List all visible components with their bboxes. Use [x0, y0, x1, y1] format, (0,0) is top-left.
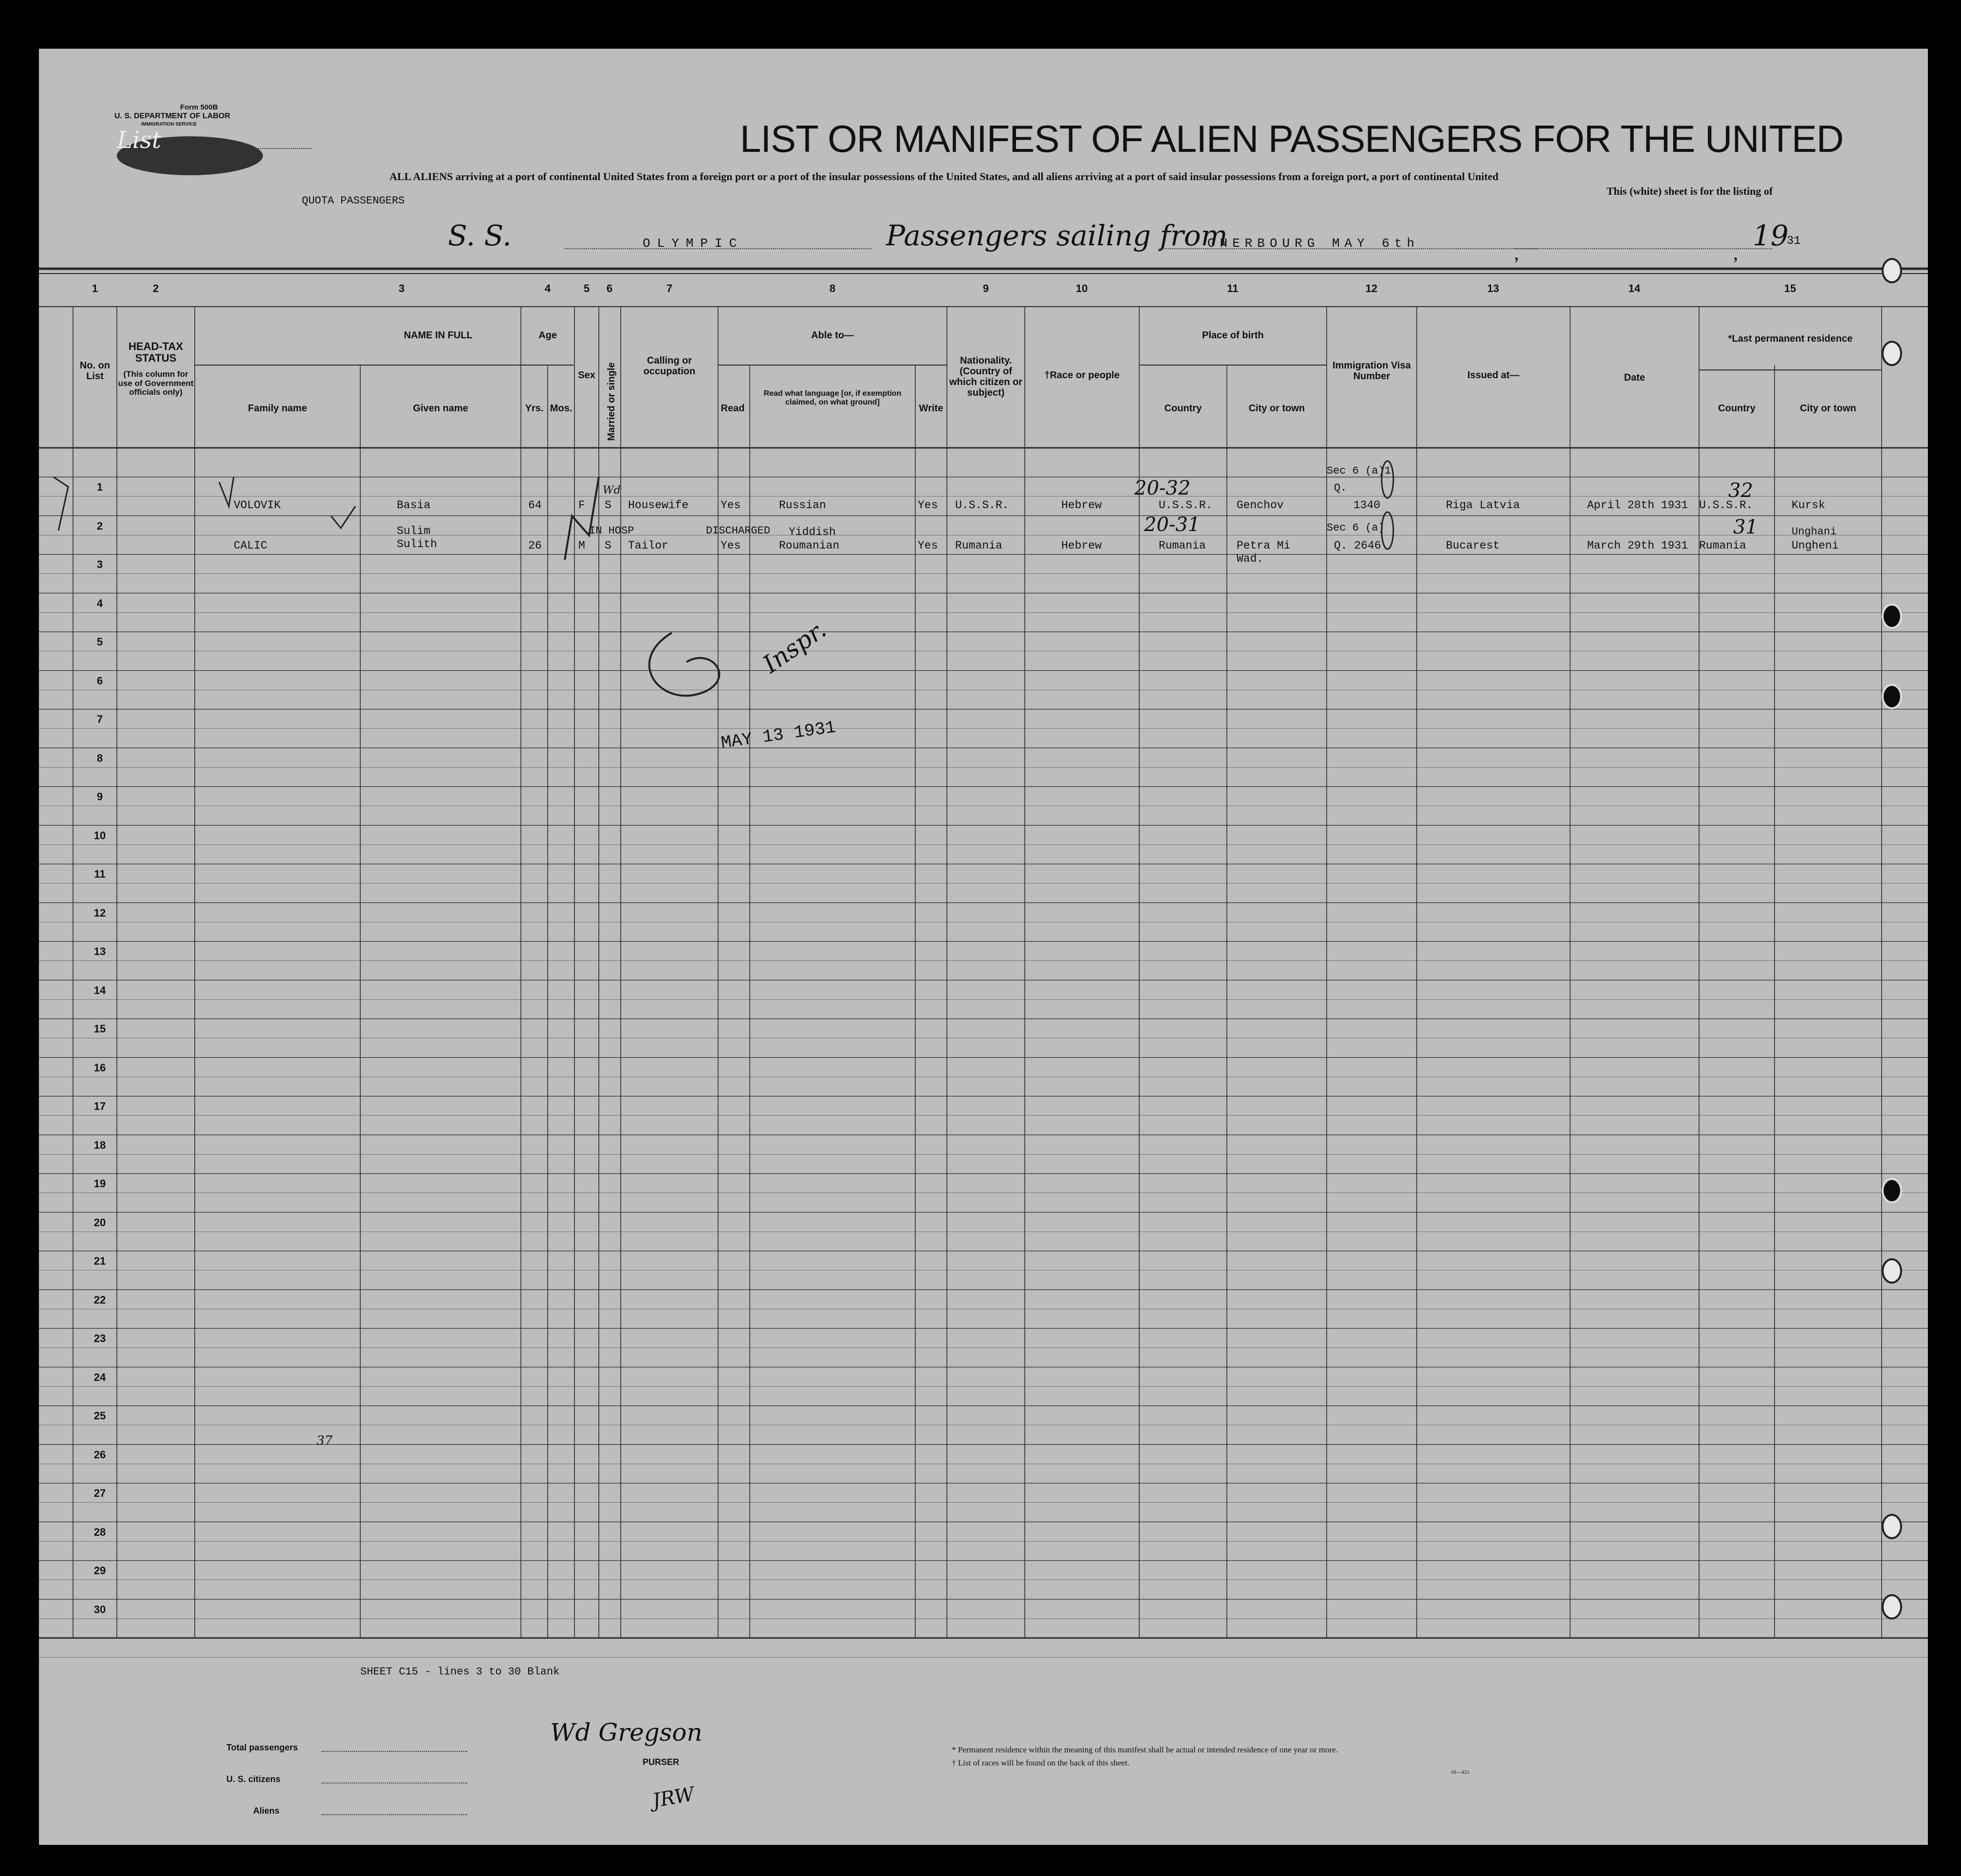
sheet-note: SHEET C15 - lines 3 to 30 Blank — [360, 1666, 560, 1678]
line-number: 23 — [93, 1332, 106, 1344]
row2-given-name: Sulim — [397, 525, 431, 537]
column-number: 15 — [1784, 282, 1796, 294]
line-number: 19 — [93, 1177, 106, 1190]
row2-language-extra: Yiddish — [789, 526, 836, 538]
birth-note-2: 20-31 — [1144, 514, 1201, 536]
department-name: U. S. DEPARTMENT OF LABOR — [114, 112, 230, 120]
row1-write: Yes — [918, 499, 938, 512]
inspector-signature: Inspr. — [758, 615, 832, 679]
row2-res-country: Rumania — [1699, 539, 1746, 552]
year-prefix: 19 — [1753, 219, 1789, 252]
row2-family-name: CALIC — [234, 539, 268, 552]
margin-note: 37 — [316, 1434, 333, 1448]
footnote-residence: * Permanent residence within the meaning of this manifest shall be actual or intended residence of one year or more. — [952, 1745, 1338, 1754]
birth-note-1: 20-32 — [1134, 477, 1191, 499]
line-number: 20 — [93, 1216, 106, 1229]
row2-date: March 29th 1931 — [1587, 539, 1688, 552]
port-date: CHERBOURG MAY 6th — [1207, 236, 1420, 251]
punch-hole-icon — [1882, 258, 1902, 283]
header-issued-at: Issued at— — [1467, 370, 1519, 381]
ss-label: S. S. — [448, 219, 512, 252]
punch-hole-icon — [1882, 1178, 1902, 1203]
line-number: 29 — [93, 1564, 106, 1577]
header-res-city: City or town — [1800, 403, 1856, 414]
row2-issued-at: Bucarest — [1446, 539, 1500, 552]
row1-birth-city: Genchov — [1237, 499, 1284, 512]
instructions-line2: This (white) sheet is for the listing of — [1607, 185, 1773, 197]
row2-given-name-alt: Sulith — [397, 538, 437, 551]
table-grid — [39, 49, 1928, 1845]
comma-1: , — [1514, 242, 1519, 264]
column-number: 2 — [152, 282, 159, 294]
line-number: 8 — [96, 752, 103, 764]
row1-language: Russian — [779, 499, 826, 512]
row1-sex: F — [578, 499, 585, 512]
line-number: 16 — [93, 1061, 106, 1074]
row1-read: Yes — [721, 499, 741, 512]
header-birth-city: City or town — [1248, 403, 1305, 414]
punch-hole-icon — [1882, 1514, 1902, 1539]
header-head-tax-note: (This column for use of Government officials only) — [118, 369, 194, 397]
row1-race: Hebrew — [1061, 499, 1102, 512]
line-number: 12 — [93, 906, 106, 919]
row2-occupation: Tailor — [628, 539, 668, 552]
comma-2: , — [1733, 242, 1738, 264]
quota-label: QUOTA PASSENGERS — [302, 195, 405, 207]
header-family-name: Family name — [248, 403, 307, 414]
line-number: 9 — [96, 791, 103, 803]
row2-birth-city: Petra Mi — [1237, 539, 1291, 552]
column-number: 14 — [1628, 282, 1641, 294]
total-passengers-line — [321, 1751, 467, 1752]
header-head-tax: HEAD-TAX STATUS — [128, 340, 184, 365]
service-name: IMMIGRATION SERVICE — [141, 122, 197, 127]
row1-date: April 28th 1931 — [1587, 499, 1688, 512]
header-able-to: Able to— — [811, 330, 854, 341]
line-number: 28 — [93, 1526, 106, 1538]
header-nationality: Nationality. (Country of which citizen or subject) — [949, 355, 1023, 398]
header-yrs: Yrs. — [525, 403, 544, 414]
punch-hole-icon — [1882, 341, 1902, 366]
column-number: 1 — [92, 282, 98, 294]
line-number: 26 — [93, 1448, 106, 1461]
line-number: 7 — [96, 713, 103, 725]
us-citizens-label: U. S. citizens — [226, 1774, 281, 1784]
line-number: 24 — [93, 1371, 106, 1383]
header-given-name: Given name — [413, 403, 468, 414]
punch-hole-icon — [1882, 1258, 1902, 1284]
line-number: 27 — [93, 1487, 106, 1499]
header-calling: Calling or occupation — [643, 355, 696, 377]
us-citizens-line — [321, 1783, 467, 1784]
row1-given-name: Basia — [397, 499, 431, 512]
total-passengers-label: Total passengers — [226, 1743, 298, 1752]
column-number: 5 — [583, 282, 590, 294]
aliens-line — [321, 1814, 467, 1815]
header-sex: Sex — [578, 370, 595, 381]
sailing-label: Passengers sailing from — [886, 219, 1228, 252]
row2-nationality: Rumania — [955, 539, 1002, 552]
footnote-races: † List of races will be found on the back of this sheet. — [952, 1758, 1129, 1767]
purser-signature: Wd Gregson — [550, 1718, 703, 1747]
line-number: 14 — [93, 984, 106, 996]
line-number: 4 — [96, 597, 103, 609]
ship-name: OLYMPIC — [643, 236, 744, 251]
row1-age: 64 — [528, 499, 542, 512]
row1-visa-q: Q. — [1334, 482, 1347, 494]
row1-res-country: U.S.S.R. — [1699, 499, 1753, 512]
row1-visa-section: Sec 6 (a)1 — [1327, 465, 1391, 477]
line-number: 3 — [96, 558, 103, 570]
column-number: 10 — [1075, 282, 1088, 294]
line-number: 6 — [96, 674, 103, 687]
initials: JRW — [650, 1783, 696, 1813]
list-label: List — [117, 127, 162, 154]
header-married: Married or single — [606, 362, 617, 441]
line-number: 5 — [96, 636, 103, 648]
row1-occupation: Housewife — [628, 499, 689, 512]
manifest-sheet — [39, 49, 1928, 1845]
line-number: 25 — [93, 1410, 106, 1422]
row2-visa-section: Sec 6 (a) — [1327, 522, 1385, 534]
row1-nationality: U.S.S.R. — [955, 499, 1009, 512]
header-name-in-full: NAME IN FULL — [404, 330, 473, 341]
column-number: 3 — [398, 282, 405, 294]
row2-res-city-above: Unghani — [1792, 526, 1837, 538]
line-number: 2 — [96, 519, 103, 532]
row1-marital-note: Wd — [603, 484, 621, 497]
row2-res-city: Ungheni — [1792, 539, 1839, 552]
row2-write: Yes — [918, 539, 938, 552]
instructions-line1: ALL ALIENS arriving at a port of continental United States from a foreign port or a port of the insular possessions of the United States, and all aliens arriving at a port of said insular possessions from a foreign port, a port of continental United — [389, 170, 1498, 183]
row2-sex: M — [578, 539, 585, 552]
aliens-label: Aliens — [253, 1806, 280, 1816]
header-last-residence: *Last permanent residence — [1728, 333, 1853, 344]
header-no-on-list: No. on List — [79, 360, 111, 382]
row1-issued-at: Riga Latvia — [1446, 499, 1520, 512]
residence-note-1: 32 — [1728, 479, 1753, 502]
header-mos: Mos. — [550, 403, 573, 414]
header-read-language: Read what language [or, if exemption claimed, on what ground] — [763, 389, 902, 406]
column-number: 4 — [544, 282, 551, 294]
line-number: 11 — [94, 868, 106, 880]
line-number: 21 — [93, 1255, 106, 1267]
hospital-stamp: IN HOSP — [589, 525, 634, 537]
row2-visa-number: Q. 2646 — [1334, 539, 1381, 552]
column-number: 11 — [1227, 282, 1239, 294]
manifest-title: LIST OR MANIFEST OF ALIEN PASSENGERS FOR THE UNITED — [740, 117, 1844, 160]
form-code: 16—421 — [1451, 1769, 1470, 1775]
column-number: 13 — [1487, 282, 1499, 294]
discharged-stamp: DISCHARGED — [706, 525, 771, 537]
header-place-of-birth: Place of birth — [1202, 330, 1264, 341]
punch-hole-icon — [1882, 684, 1902, 709]
line-number: 10 — [93, 829, 106, 842]
column-number: 12 — [1365, 282, 1378, 294]
punch-hole-icon — [1882, 1594, 1902, 1619]
row1-birth-country: U.S.S.R. — [1159, 499, 1213, 512]
line-number: 15 — [93, 1023, 106, 1035]
line-number: 1 — [96, 481, 103, 493]
header-read: Read — [721, 403, 745, 414]
row2-read: Yes — [721, 539, 741, 552]
column-number: 9 — [982, 282, 989, 294]
header-visa: Immigration Visa Number — [1332, 360, 1411, 382]
row1-marital: S — [605, 499, 611, 512]
date-stamp: MAY 13 1931 — [720, 717, 837, 754]
form-number: Form 500B — [180, 103, 218, 111]
row2-birth-city-cont: Wad. — [1237, 552, 1264, 565]
row1-visa-number: 1340 — [1353, 499, 1381, 512]
line-number: 13 — [93, 945, 106, 957]
header-birth-country: Country — [1164, 403, 1202, 414]
header-res-country: Country — [1718, 403, 1756, 414]
row2-race: Hebrew — [1061, 539, 1102, 552]
row2-language: Roumanian — [779, 539, 840, 552]
line-number: 30 — [93, 1603, 106, 1616]
residence-note-2: 31 — [1733, 516, 1758, 538]
row1-res-city: Kursk — [1792, 499, 1826, 512]
line-number: 18 — [93, 1139, 106, 1151]
year-suffix: 31 — [1787, 235, 1801, 248]
row2-marital: S — [605, 539, 611, 552]
column-number: 8 — [829, 282, 836, 294]
row2-birth-country: Rumania — [1159, 539, 1206, 552]
column-number: 6 — [606, 282, 613, 294]
row1-family-name: VOLOVIK — [234, 499, 281, 512]
punch-hole-icon — [1882, 604, 1902, 629]
header-age: Age — [538, 330, 557, 341]
line-number: 17 — [93, 1100, 106, 1112]
column-number: 7 — [666, 282, 673, 294]
line-number: 22 — [93, 1293, 106, 1306]
header-date: Date — [1624, 372, 1646, 383]
row2-age: 26 — [528, 539, 542, 552]
purser-label: PURSER — [643, 1757, 680, 1767]
header-race: †Race or people — [1044, 370, 1120, 381]
header-write: Write — [919, 403, 944, 414]
